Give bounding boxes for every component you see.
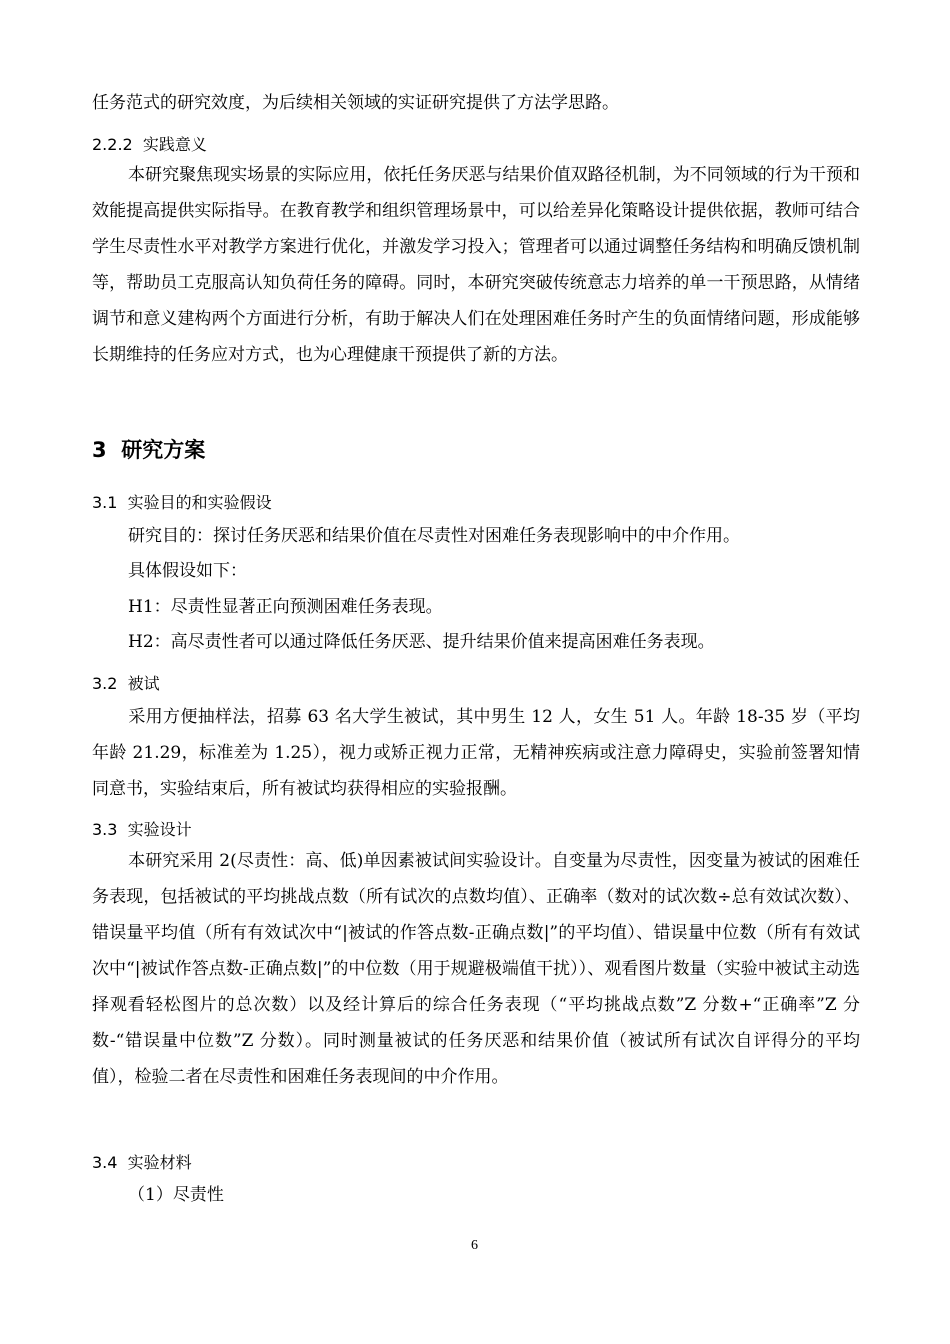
section-3-3-paragraph — [92, 843, 860, 1095]
section-3-2-heading: 3.2 被试 — [92, 674, 160, 693]
section-3-heading: 3 研究方案 — [92, 438, 206, 462]
section-3-3-heading: 3.3 实验设计 — [92, 820, 192, 839]
section-3-2-text: 采用方便抽样法，招募 63 名大学生被试，其中男生 12 人，女生 51 人。年龄 18-35 岁（平均年龄 21.29，标准差为 1.25），视力或矫正视力正常，无精神疾病或注意力障碍史，实验前签署知情同意书，实验结束后，所有被试均获得相应的实验报酬。 — [92, 707, 860, 799]
hypothesis-h1: H1：尽责性显著正向预测困难任务表现。 — [128, 597, 443, 617]
section-3-2-paragraph — [92, 699, 860, 807]
section-3-1-heading: 3.1 实验目的和实验假设 — [92, 493, 272, 512]
section-2-2-2-text: 本研究聚焦现实场景的实际应用，依托任务厌恶与结果价值双路径机制，为不同领域的行为干预和效能提高提供实际指导。在教育教学和组织管理场景中，可以给差异化策略设计提供依据，教师可结合学生尽责性水平对教学方案进行优化，并激发学习投入；管理者可以通过调整任务结构和明确反馈机制等，帮助员工克服高认知负荷任务的障碍。同时，本研究突破传统意志力培养的单一干预思路，从情绪调节和意义建构两个方面进行分析，有助于解决人们在处理困难任务时产生的负面情绪问题，形成能够长期维持的任务应对方式，也为心理健康干预提供了新的方法。 — [92, 165, 860, 365]
continuation-line: 任务范式的研究效度，为后续相关领域的实证研究提供了方法学思路。 — [92, 93, 619, 113]
material-item-1: （1）尽责性 — [128, 1185, 224, 1205]
hypothesis-h2: H2：高尽责性者可以通过降低任务厌恶、提升结果价值来提高困难任务表现。 — [128, 632, 715, 652]
page-number: 6 — [471, 1238, 478, 1253]
hypotheses-intro: 具体假设如下： — [128, 561, 247, 581]
section-2-2-2-paragraph — [92, 157, 860, 373]
section-3-3-text: 本研究采用 2(尽责性：高、低)单因素被试间实验设计。自变量为尽责性，因变量为被试的困难任务表现，包括被试的平均挑战点数（所有试次的点数均值）、正确率（数对的试次数÷总有效试次数）、错误量平均值（所有有效试次中“|被试的作答点数-正确点数|”的平均值）、错误量中位数（所有有效试次中“|被试作答点数-正确点数|”的中位数（用于规避极端值干扰））、观看图片数量（实验中被试主动选择观看轻松图片的总次数）以及经计算后的综合任务表现（“平均挑战点数”Z 分数+“正确率”Z 分数-“错误量中位数”Z 分数）。同时测量被试的任务厌恶和结果价值（被试所有试次自评得分的平均值），检验二者在尽责性和困难任务表现间的中介作用。 — [92, 851, 860, 1087]
section-3-4-heading: 3.4 实验材料 — [92, 1153, 192, 1172]
research-purpose: 研究目的：探讨任务厌恶和结果价值在尽责性对困难任务表现影响中的中介作用。 — [128, 526, 740, 546]
section-2-2-2-heading: 2.2.2 实践意义 — [92, 135, 207, 154]
